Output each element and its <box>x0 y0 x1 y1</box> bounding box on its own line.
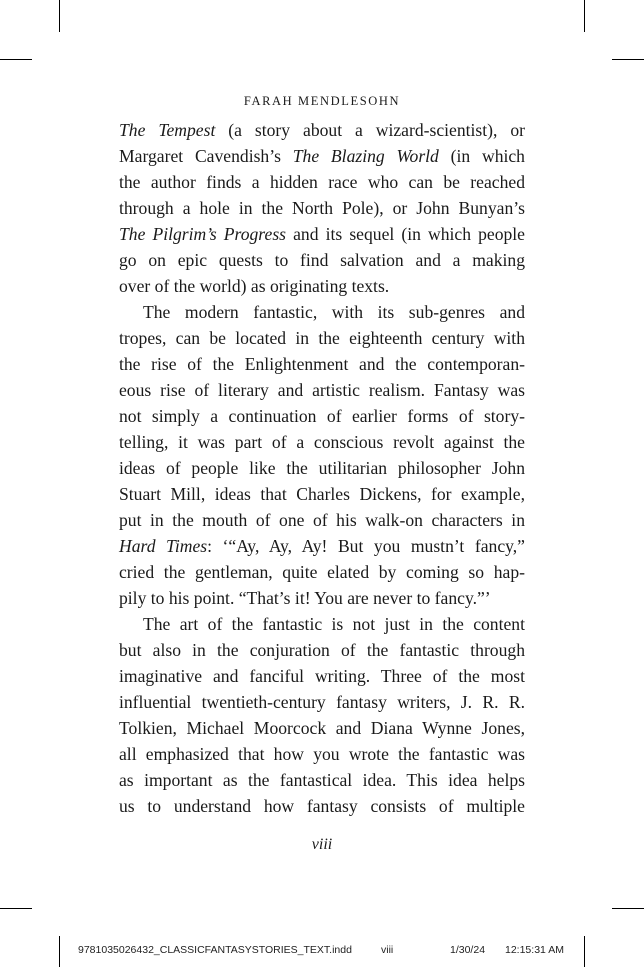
text-line: imaginative and fanciful writing. Three of the most <box>119 666 525 686</box>
crop-mark-top-right-vertical <box>584 0 585 32</box>
text-line: the rise of the Enlightenment and the contemporan- <box>119 354 525 374</box>
text-line: ideas of people like the utilitarian philosopher John <box>119 458 525 478</box>
body-paragraph <box>119 299 525 611</box>
crop-mark-bottom-left-horizontal <box>0 908 32 909</box>
text-line: as important as the fantastical idea. This idea helps <box>119 770 525 790</box>
slug-filename: 9781035026432_CLASSICFANTASYSTORIES_TEXT.indd <box>78 944 352 956</box>
text-line: pily to his point. “That’s it! You are never to fancy.”’ <box>119 588 491 608</box>
text-line: The Pilgrim’s Progress and its sequel (in which people <box>119 224 525 244</box>
text-line: The modern fantastic, with its sub-genres and <box>143 302 525 322</box>
page-number: viii <box>311 836 333 853</box>
text-line: not simply a continuation of earlier forms of story- <box>119 406 525 426</box>
crop-mark-bottom-right-vertical <box>584 936 585 967</box>
text-line: the author finds a hidden race who can be reached <box>119 172 525 192</box>
text-line: Tolkien, Michael Moorcock and Diana Wynne Jones, <box>119 718 525 738</box>
text-line: The Tempest (a story about a wizard-scientist), or <box>119 120 525 140</box>
body-paragraph <box>119 117 525 299</box>
crop-mark-bottom-left-vertical <box>59 936 60 967</box>
text-line: Margaret Cavendish’s The Blazing World (in which <box>119 146 525 166</box>
crop-mark-top-right-horizontal <box>612 59 644 60</box>
text-line: put in the mouth of one of his walk-on characters in <box>119 510 525 530</box>
slug-page: viii <box>381 944 394 956</box>
text-line: tropes, can be located in the eighteenth century with <box>119 328 525 348</box>
text-line: all emphasized that how you wrote the fantastic was <box>119 744 525 764</box>
text-line: through a hole in the North Pole), or John Bunyan’s <box>119 198 525 218</box>
text-line: us to understand how fantasy consists of multiple <box>119 796 525 816</box>
text-line: go on epic quests to find salvation and a making <box>119 250 525 270</box>
text-line: influential twentieth-century fantasy writers, J. R. R. <box>119 692 525 712</box>
crop-mark-top-left-vertical <box>59 0 60 32</box>
crop-mark-bottom-right-horizontal <box>612 908 644 909</box>
text-line: eous rise of literary and artistic realism. Fantasy was <box>119 380 525 400</box>
text-line: telling, it was part of a conscious revolt against the <box>119 432 525 452</box>
text-line: Stuart Mill, ideas that Charles Dickens, for example, <box>119 484 525 504</box>
crop-mark-top-left-horizontal <box>0 59 32 60</box>
text-line: The art of the fantastic is not just in the content <box>143 614 525 634</box>
body-paragraph <box>119 611 525 819</box>
text-line: over of the world) as originating texts. <box>119 276 390 296</box>
text-line: cried the gentleman, quite elated by coming so hap- <box>119 562 525 582</box>
slug-date: 1/30/24 <box>450 944 486 956</box>
running-head: FARAH MENDLESOHN <box>243 94 401 108</box>
text-line: but also in the conjuration of the fantastic through <box>119 640 525 660</box>
slug-time: 12:15:31 AM <box>505 944 564 956</box>
body-text <box>119 117 525 819</box>
text-line: Hard Times: ‘“Ay, Ay, Ay! But you mustn’t fancy,” <box>119 536 525 556</box>
